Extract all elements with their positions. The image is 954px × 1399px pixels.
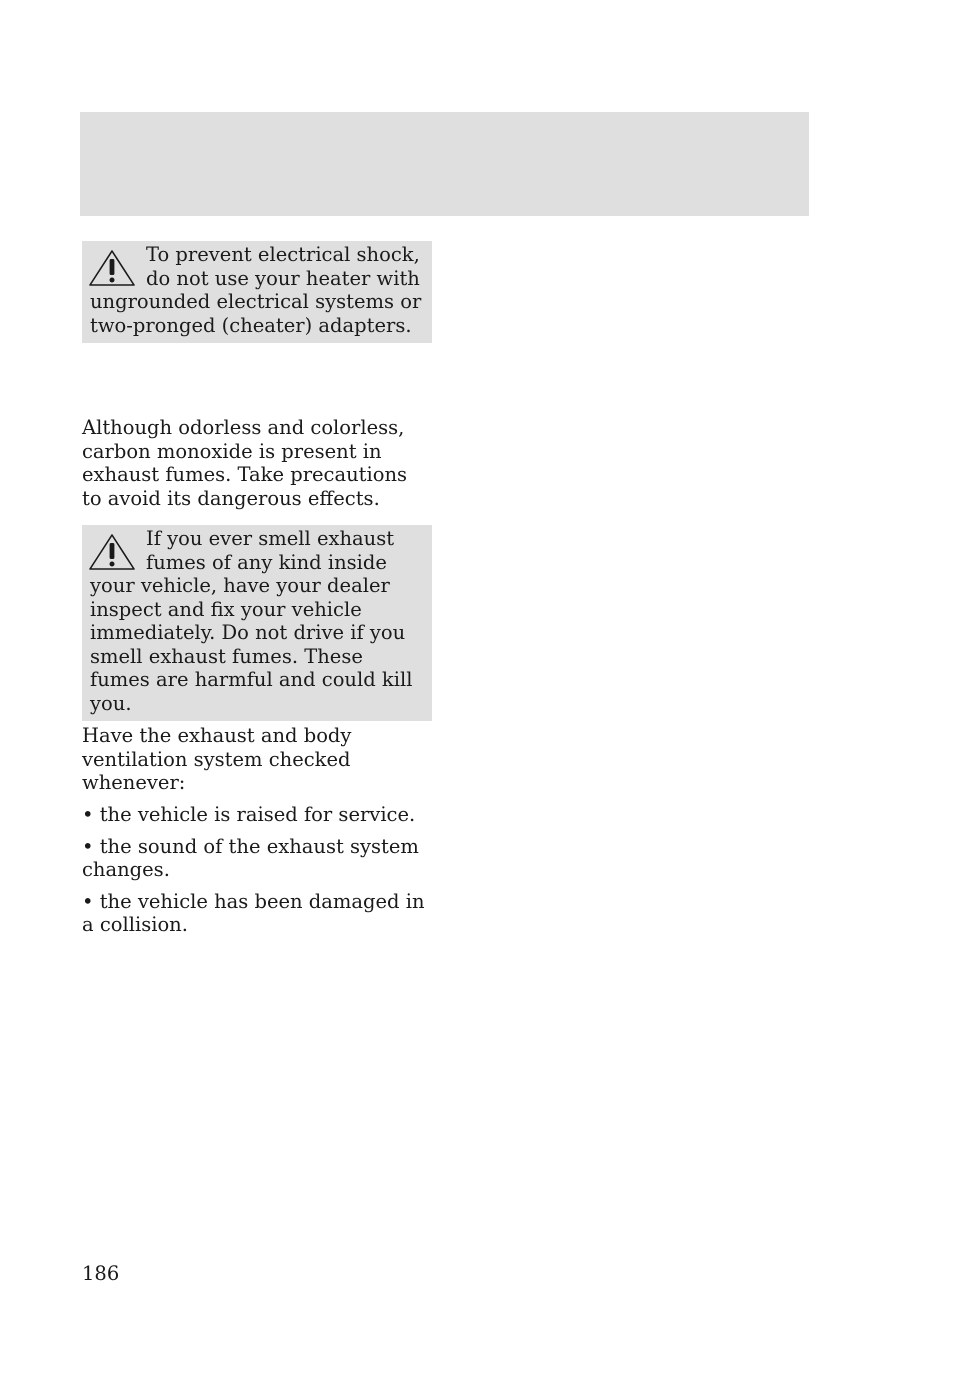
- warning-box-exhaust: [82, 525, 432, 721]
- body-paragraph-carbon-monoxide: [82, 416, 432, 510]
- list-item-text: the vehicle has been damaged in a collision.: [82, 889, 425, 936]
- warning-triangle-icon: [88, 533, 138, 573]
- paragraph-text: Have the exhaust and body ventilation system checked whenever:: [82, 724, 352, 794]
- bullet-glyph: •: [82, 803, 94, 826]
- list-item: [82, 803, 432, 827]
- warning-box-electrical: [82, 241, 432, 343]
- warning-triangle-icon: [88, 249, 138, 289]
- body-paragraph-check: [82, 724, 432, 795]
- page-number: 186: [82, 1262, 120, 1285]
- warning-text: If you ever smell exhaust fumes of any kind inside your vehicle, have your dealer inspect and fix your vehicle immediately. Do not drive if you smell exhaust fumes. These fumes are harmful and could kill you.: [90, 527, 413, 715]
- bullet-glyph: •: [82, 889, 94, 913]
- bullet-glyph: •: [82, 834, 94, 858]
- bullet-list: [82, 803, 432, 937]
- list-item: [82, 835, 432, 882]
- paragraph-text: Although odorless and colorless, carbon monoxide is present in exhaust fumes. Take precautions to avoid its dangerous effects.: [82, 416, 408, 510]
- list-item-text: the vehicle is raised for service.: [99, 803, 416, 826]
- list-item: [82, 890, 432, 937]
- list-item-text: the sound of the exhaust system changes.: [82, 834, 419, 881]
- section-header-band: [80, 112, 809, 216]
- warning-text: To prevent electrical shock, do not use your heater with ungrounded electrical systems or two-pronged (cheater) adapters.: [90, 243, 422, 337]
